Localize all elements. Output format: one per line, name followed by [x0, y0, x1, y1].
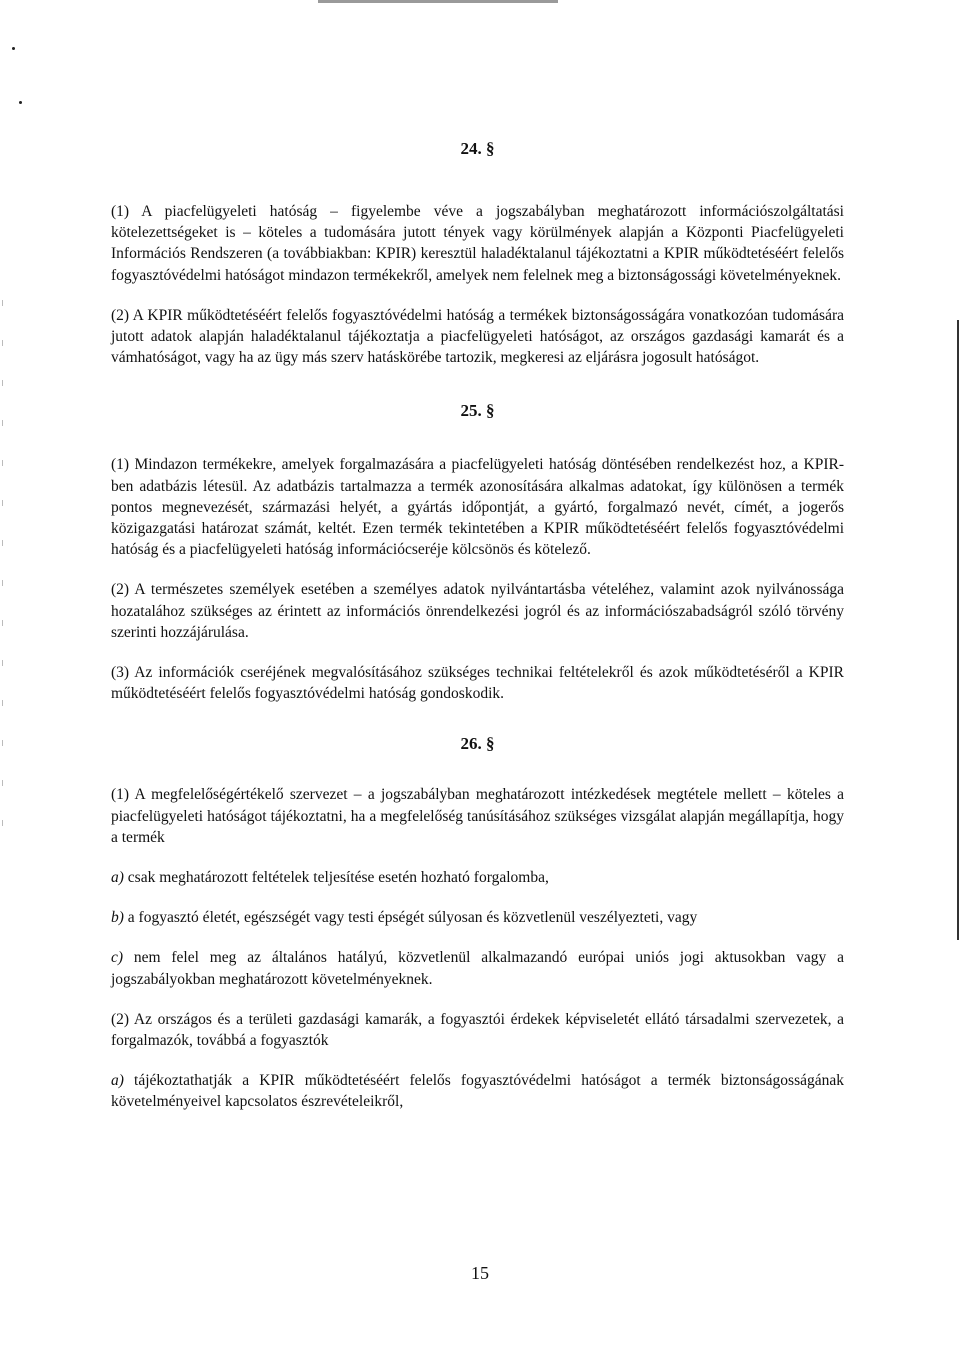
section-heading-26: 26. §	[460, 734, 495, 754]
list-item-text: csak meghatározott feltételek teljesítése esetén hozható forgalomba,	[123, 869, 549, 887]
list-item-label: c)	[111, 949, 124, 967]
scan-speck	[12, 47, 15, 50]
section-heading-24: 24. §	[460, 139, 495, 158]
list-item-label: a)	[111, 1072, 124, 1090]
scan-left-edge-marks	[2, 300, 3, 860]
list-item-text: nem felel meg az általános hatályú, közvetlenül alkalmazandó európai uniós jogi aktusokban vagy a jogszabályokban meghatározott követelményeknek.	[111, 949, 844, 988]
scan-top-rule	[318, 0, 558, 3]
scan-right-edge-line	[957, 320, 959, 940]
list-item-label: a)	[111, 869, 124, 887]
scan-speck	[19, 101, 22, 104]
paragraph-26-2: (2) Az országos és a területi gazdasági kamarák, a fogyasztói érdekek képviseletét ellátó társadalmi szervezetek, a forgalmazók, továbbá a fogyasztók	[111, 1010, 844, 1050]
paragraph-24-2: (2) A KPIR működtetéséért felelős fogyasztóvédelmi hatóság a termékek biztonságosságára vonatkozóan tudomására jutott adatok alapján haladéktalanul tájékoztatja a piacfelügyeleti hatóságot, az országos gazdasági kamarát és a vámhatóságot, vagy ha az ügy más szerv hatáskörébe tartozik, megkeresi az eljárásra jogosult hatóságot.	[111, 306, 844, 367]
list-item-label: b)	[111, 909, 124, 927]
paragraph-25-3: (3) Az információk cseréjének megvalósításához szükséges technikai feltételekről és azok működtetéséről a KPIR működtetéséért felelős fogyasztóvédelmi hatóság gondoskodik.	[111, 664, 844, 703]
list-item-text: a fogyasztó életét, egészségét vagy testi épségét súlyosan és közvetlenül veszélyezteti, vagy	[123, 909, 698, 927]
paragraph-25-1: (1) Mindazon termékekre, amelyek forgalmazására a piacfelügyeleti hatóság döntésében rendelkezést hoz, a KPIR-ben adatbázis létesül. Az adatbázis tartalmazza a termék azonosítására alkalmas adatokat, így különösen a termék pontos megnevezését, származási helyét, a gyártás időpontját, a gyártó, forgalmazó nevét, címét, a jogerős közigazgatási határozat számát, keltét. Ezen termék tekintetében a KPIR működtetéséért felelős fogyasztóvédelmi hatóság és a piacfelügyeleti hatóság információcseréje kölcsönös és kötelező.	[111, 456, 844, 559]
list-item-text: tájékoztathatják a KPIR működtetéséért felelős fogyasztóvédelmi hatóságot a termék biztonságosságának követelményeivel kapcsolatos észrevételeikről,	[111, 1072, 844, 1111]
list-item-26-1-c	[111, 947, 844, 989]
paragraph-25-2: (2) A természetes személyek esetében a személyes adatok nyilvántartásba vételéhez, valamint azok nyilvánossága hozatalához szükséges az érintett az információs önrendelkezési jogról és az információszabadságról szóló törvény szerinti hozzájárulása.	[111, 581, 844, 641]
document-body	[111, 138, 844, 1113]
page-number: 15	[471, 1263, 489, 1283]
list-item-26-1-a	[111, 867, 844, 888]
paragraph-24-1: (1) A piacfelügyeleti hatóság – figyelembe véve a jogszabályban meghatározott információszolgáltatási kötelezettségeket is – köteles a tudomására jutott tények vagy körülmények alapján a Központi Piacfelügyeleti Információs Rendszeren (a továbbiakban: KPIR) keresztül haladéktalanul tájékoztatni a KPIR működtetéséért felelős fogyasztóvédelmi hatóságot mindazon termékekről, amelyek nem felelnek meg a biztonságossági követelményeknek.	[111, 203, 844, 284]
list-item-26-2-a	[111, 1070, 844, 1112]
section-heading-25: 25. §	[460, 401, 495, 421]
paragraph-26-1: (1) A megfelelőségértékelő szervezet – a jogszabályban meghatározott intézkedések megtétele mellett – köteles a piacfelügyeleti hatóságot tájékoztatni, ha a megfelelőség tanúsításához szükséges vizsgálat alapján megállapítja, hogy a termék	[111, 786, 844, 846]
list-item-26-1-b	[111, 907, 844, 928]
